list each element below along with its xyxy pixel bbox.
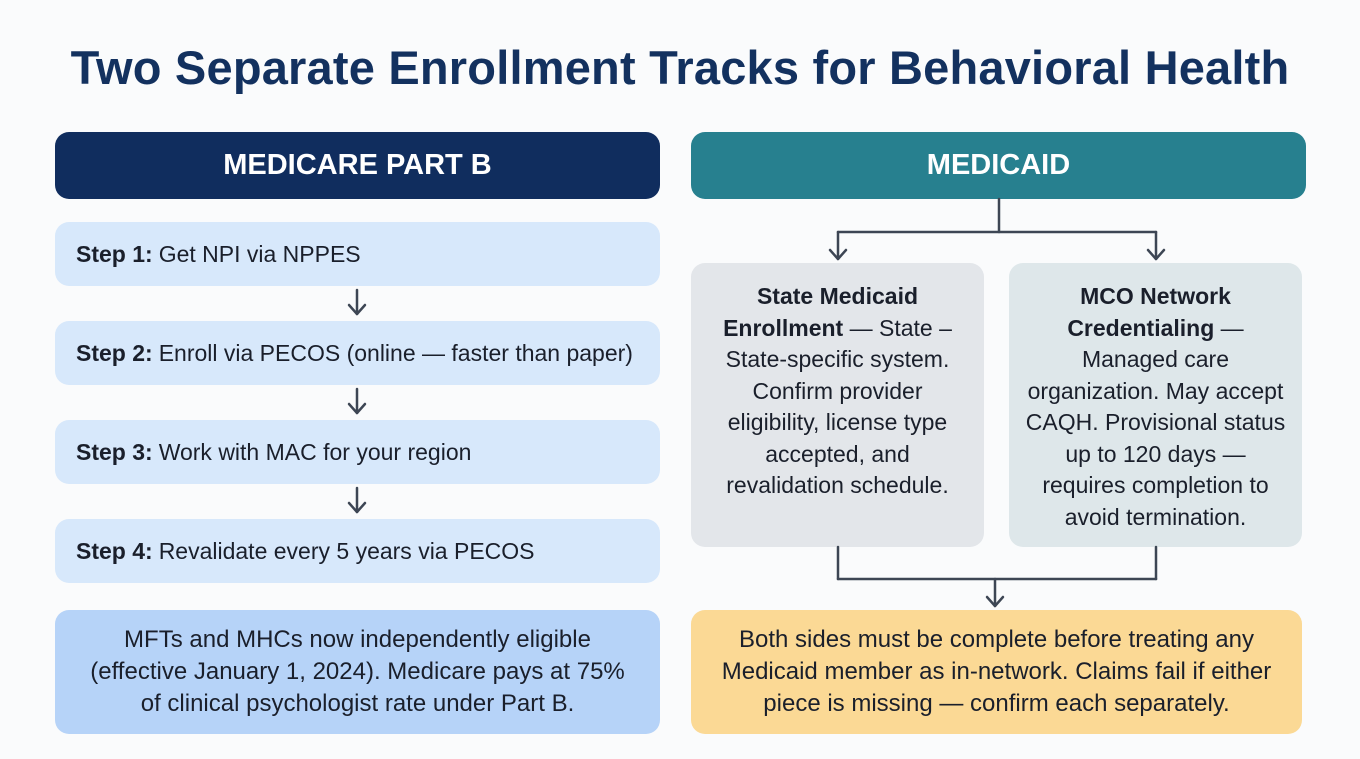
step-text: Enroll via PECOS (online — faster than paper) (158, 339, 633, 366)
medicare-header-label: MEDICARE PART B (223, 149, 492, 181)
arrow-down-icon (349, 488, 365, 512)
medicaid-header-label: MEDICAID (926, 149, 1071, 181)
step-text: Get NPI via NPPES (158, 240, 361, 267)
state-box-body: — State – State-specific system. Confirm provider eligibility, license type accepted, and revalidation schedule. (725, 314, 952, 498)
step-text: Work with MAC for your region (158, 438, 472, 465)
step-text: Revalidate every 5 years via PECOS (158, 537, 535, 564)
split-connector (838, 199, 1156, 259)
medicare-note-text: MFTs and MHCs now independently eligible (effective January 1, 2024). Medicare pays at 75% of clinical psychologist rate under Part B. (90, 626, 625, 717)
merge-connector (838, 547, 1156, 606)
step-label: Step 4: (76, 537, 153, 564)
mco-box-title: MCO Network Credentialing (1067, 283, 1231, 341)
arrow-down-icon (349, 389, 365, 413)
step-label: Step 3: (76, 438, 153, 465)
mco-box-body: — Managed care organization. May accept CAQH. Provisional status up to 120 days — requires completion to avoid termination. (1025, 314, 1286, 530)
medicaid-note-text: Both sides must be complete before treating any Medicaid member as in-network. Claims fail if either piece is missing — confirm each separately. (721, 626, 1272, 717)
arrow-down-icon (349, 290, 365, 314)
step-label: Step 1: (76, 240, 153, 267)
step-label: Step 2: (76, 339, 153, 366)
state-box-title: State Medicaid Enrollment (723, 283, 919, 341)
page-title: Two Separate Enrollment Tracks for Behavioral Health (70, 41, 1290, 94)
